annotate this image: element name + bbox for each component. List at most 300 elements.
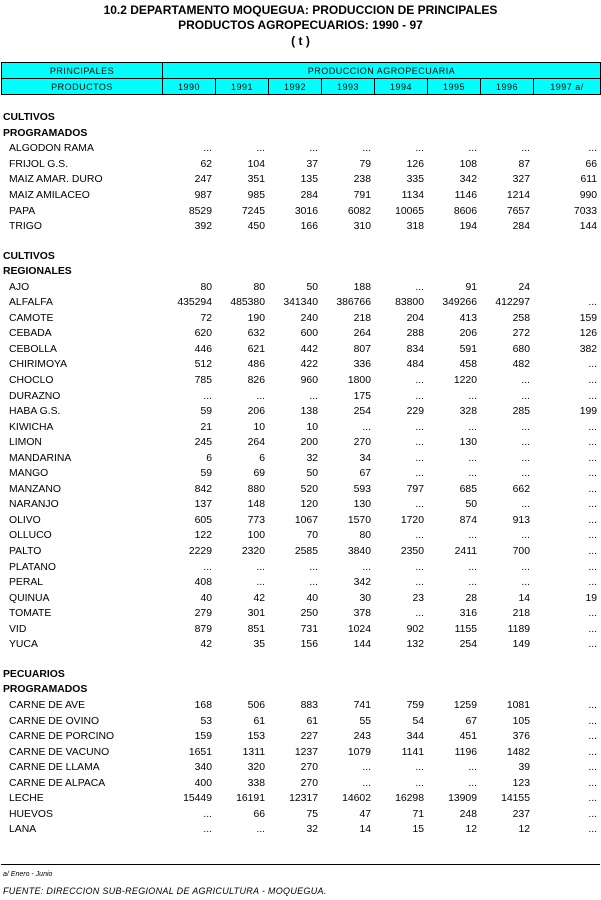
table-cell: 237 <box>512 808 530 820</box>
table-cell: ... <box>415 390 424 402</box>
table-cell: 6 <box>259 452 265 464</box>
table-row <box>1 435 600 451</box>
table-cell: 591 <box>459 343 477 355</box>
product-name: MANDARINA <box>9 452 72 464</box>
table-cell: 807 <box>353 343 371 355</box>
table-cell: ... <box>362 762 371 774</box>
table-cell: 105 <box>512 715 530 727</box>
table-cell: 108 <box>459 158 477 170</box>
footnote: a/ Enero - Junio <box>3 871 53 878</box>
table-cell: ... <box>521 499 530 511</box>
table-cell: 328 <box>459 406 477 418</box>
table-cell: 100 <box>247 530 265 542</box>
table-cell: 1024 <box>347 623 371 635</box>
source-note: FUENTE: DIRECCION SUB-REGIONAL DE AGRICULTURA - MOQUEGUA. <box>3 886 327 896</box>
table-cell: 378 <box>353 608 371 620</box>
table-cell: 284 <box>300 190 318 201</box>
table-cell: 288 <box>406 328 424 340</box>
table-cell: 1482 <box>506 746 530 758</box>
table-cell: 54 <box>412 715 424 727</box>
table-cell: 32 <box>306 452 318 464</box>
table-cell: 238 <box>353 174 371 186</box>
table-cell: 400 <box>194 777 212 789</box>
table-cell: 59 <box>200 468 212 480</box>
table-cell: 206 <box>247 406 265 418</box>
table-cell: 593 <box>353 483 371 495</box>
product-name: HABA G.S. <box>9 406 61 418</box>
table-cell: 15 <box>412 824 424 836</box>
table-cell: 264 <box>247 437 265 449</box>
table-cell: 1146 <box>454 190 477 201</box>
table-cell: 376 <box>512 731 530 743</box>
product-name: PAPA <box>9 205 36 217</box>
table-cell: 80 <box>253 281 265 293</box>
table-cell: ... <box>415 468 424 480</box>
table-cell: ... <box>588 375 598 387</box>
table-cell: 50 <box>465 499 477 511</box>
table-cell: 621 <box>247 343 265 355</box>
table-cell: 12 <box>518 824 530 836</box>
section-title: PROGRAMADOS <box>3 684 88 696</box>
table-cell: ... <box>588 359 598 371</box>
table-cell: ... <box>588 437 598 449</box>
table-cell: 990 <box>579 190 598 201</box>
section-title: REGIONALES <box>3 266 72 278</box>
table-cell: 1570 <box>347 514 371 526</box>
table-cell: 685 <box>459 483 477 495</box>
table-cell: 1237 <box>294 746 318 758</box>
table-cell: 264 <box>353 328 371 340</box>
table-cell: ... <box>256 390 265 402</box>
table-cell: 39 <box>518 762 530 774</box>
product-name: PLATANO <box>9 561 56 573</box>
table-cell: ... <box>415 762 424 774</box>
table-cell: 194 <box>459 221 477 233</box>
table-cell: 83800 <box>395 297 424 309</box>
product-name: FRIJOL G.S. <box>9 158 69 170</box>
product-name: ALFALFA <box>9 297 53 309</box>
table-cell: 75 <box>306 808 318 820</box>
table-cell: ... <box>468 143 477 155</box>
table-row <box>1 807 600 823</box>
table-cell: 851 <box>247 623 265 635</box>
table-cell: 137 <box>194 499 212 511</box>
table-cell <box>533 279 600 295</box>
header-products-label-2: PRODUCTOS <box>2 79 163 95</box>
table-cell: 1196 <box>454 746 477 758</box>
table-cell: ... <box>521 437 530 449</box>
table-cell: ... <box>521 530 530 542</box>
table-cell: 19 <box>585 592 598 604</box>
table-cell: 14155 <box>501 793 530 805</box>
table-cell: 520 <box>300 483 318 495</box>
product-name: MANZANO <box>9 483 61 495</box>
table-cell: 245 <box>194 437 212 449</box>
table-row <box>1 637 600 653</box>
table-cell: 42 <box>200 639 212 651</box>
table-cell: 23 <box>412 592 424 604</box>
table-cell: 342 <box>353 577 371 589</box>
section-title: CULTIVOS <box>3 112 55 124</box>
table-cell: 320 <box>247 762 265 774</box>
gap-cell <box>1 653 600 660</box>
table-cell: ... <box>468 577 477 589</box>
table-cell: 1214 <box>506 190 530 201</box>
table-cell: ... <box>521 390 530 402</box>
table-cell: 486 <box>247 359 265 371</box>
table-cell: 168 <box>194 699 212 711</box>
table-cell: 248 <box>459 808 477 820</box>
table-row <box>1 698 600 714</box>
table-cell: 16298 <box>395 793 424 805</box>
table-cell: ... <box>309 143 318 155</box>
table-cell: 34 <box>359 452 371 464</box>
header-year: 1994 <box>375 79 428 95</box>
product-name: TOMATE <box>9 608 52 620</box>
product-name: CARNE DE OVINO <box>9 715 100 727</box>
table-cell: 21 <box>200 421 212 433</box>
table-cell: 53 <box>200 715 212 727</box>
table-cell: 80 <box>200 281 212 293</box>
table-cell: ... <box>256 561 265 573</box>
table-cell: 1720 <box>400 514 424 526</box>
product-name: PALTO <box>9 546 42 558</box>
gap-cell <box>1 241 600 248</box>
table-cell: 254 <box>459 639 477 651</box>
table-cell: 243 <box>353 731 371 743</box>
page-title: 10.2 DEPARTAMENTO MOQUEGUA: PRODUCCION DE PRINCIPALES <box>103 3 498 17</box>
table-row <box>1 157 600 173</box>
table-cell: ... <box>362 143 371 155</box>
table-cell: 773 <box>247 514 265 526</box>
table-cell: 279 <box>194 608 212 620</box>
table-cell: ... <box>588 762 598 774</box>
section-title: PROGRAMADOS <box>3 127 88 139</box>
bottom-rule <box>1 864 600 865</box>
table-cell: 392 <box>194 221 212 233</box>
table-row <box>1 388 600 404</box>
table-cell: 61 <box>253 715 265 727</box>
table-cell: ... <box>362 421 371 433</box>
table-cell: ... <box>415 577 424 589</box>
table-cell: 206 <box>459 328 477 340</box>
table-cell: 61 <box>306 715 318 727</box>
table-cell: 879 <box>194 623 212 635</box>
table-cell: ... <box>468 762 477 774</box>
product-name: LECHE <box>9 793 44 805</box>
table-cell: 2411 <box>454 546 477 558</box>
table-cell: 1800 <box>347 375 371 387</box>
product-name: MAIZ AMAR. DURO <box>9 174 103 186</box>
table-cell: 611 <box>580 174 598 186</box>
table-cell: 13909 <box>448 793 477 805</box>
table-cell: ... <box>203 561 212 573</box>
table-cell: 874 <box>459 514 477 526</box>
table-cell: ... <box>588 746 598 758</box>
table-cell: ... <box>521 375 530 387</box>
table-cell: 62 <box>200 158 212 170</box>
table-cell: 15449 <box>183 793 212 805</box>
product-name: CARNE DE AVE <box>9 699 86 711</box>
table-cell: 759 <box>406 699 424 711</box>
table-cell: 741 <box>353 699 371 711</box>
section-title-row <box>1 682 600 698</box>
table-cell: 272 <box>512 328 530 340</box>
table-cell: 284 <box>512 221 530 233</box>
table-cell: ... <box>521 452 530 464</box>
section-title: PECUARIOS <box>3 668 65 680</box>
table-cell: ... <box>415 452 424 464</box>
table-cell: ... <box>415 281 424 293</box>
table-row <box>1 528 600 544</box>
unit-label: ( t ) <box>291 34 310 48</box>
table-row <box>1 466 600 482</box>
table-cell: ... <box>588 561 598 573</box>
page-subtitle: PRODUCTOS AGROPECUARIOS: 1990 - 97 <box>178 18 423 32</box>
product-name: CARNE DE PORCINO <box>9 731 115 743</box>
table-cell: 126 <box>579 328 598 340</box>
table-cell: 132 <box>406 639 424 651</box>
table-cell: 446 <box>194 343 212 355</box>
table-cell: 3840 <box>347 546 371 558</box>
table-cell: ... <box>588 731 598 743</box>
header-year: 1991 <box>216 79 269 95</box>
table-cell: 12317 <box>289 793 318 805</box>
table-cell: 7245 <box>241 205 265 217</box>
table-cell: 135 <box>300 174 318 186</box>
table-cell: 1259 <box>453 699 477 711</box>
table-cell: 310 <box>353 221 371 233</box>
product-name: OLIVO <box>9 514 41 526</box>
table-cell: 159 <box>579 312 598 324</box>
table-header <box>1 62 601 95</box>
table-cell: 1134 <box>401 190 424 201</box>
section-gap <box>1 241 600 248</box>
table-cell: 1081 <box>506 699 530 711</box>
table-cell: 632 <box>247 328 265 340</box>
table-cell: 605 <box>194 514 212 526</box>
table-cell: 834 <box>406 343 424 355</box>
table-cell: 200 <box>300 437 318 449</box>
table-cell: ... <box>588 297 598 309</box>
table-cell: 10 <box>253 421 265 433</box>
table-row <box>1 744 600 760</box>
table-cell: ... <box>588 143 598 155</box>
table-cell: 1141 <box>401 746 424 758</box>
table-cell: 126 <box>406 158 424 170</box>
table-cell: 130 <box>353 499 371 511</box>
table-cell: ... <box>468 777 477 789</box>
table-cell: 149 <box>512 639 530 651</box>
table-row <box>1 295 600 311</box>
product-name: CEBOLLA <box>9 343 57 355</box>
section-gap <box>1 234 600 241</box>
table-cell: ... <box>468 390 477 402</box>
product-name: MANGO <box>9 468 49 480</box>
header-year: 1997 a/ <box>534 79 601 95</box>
header-year: 1995 <box>428 79 481 95</box>
table-cell: 913 <box>512 514 530 526</box>
table-cell: 1189 <box>507 623 530 635</box>
product-name: CAMOTE <box>9 312 54 324</box>
table-cell: 227 <box>300 731 318 743</box>
table-cell: ... <box>256 824 265 836</box>
table-cell: 175 <box>353 390 371 402</box>
table-cell: 7657 <box>506 205 530 217</box>
table-cell: 731 <box>300 623 318 635</box>
table-cell: ... <box>588 639 598 651</box>
product-name: CARNE DE VACUNO <box>9 746 110 758</box>
table-cell: 327 <box>512 174 530 186</box>
gap-cell <box>1 234 600 241</box>
product-name: LIMON <box>9 437 42 449</box>
table-row <box>1 188 600 204</box>
header-products-label-1: PRINCIPALES <box>2 63 163 79</box>
table-row <box>1 622 600 638</box>
product-name: YUCA <box>9 639 38 651</box>
table-cell: ... <box>415 421 424 433</box>
table-cell: 71 <box>412 808 424 820</box>
table-row <box>1 219 600 235</box>
table-cell: 8606 <box>453 205 477 217</box>
table-cell: 254 <box>353 406 371 418</box>
product-name: TRIGO <box>9 221 42 233</box>
table-cell: 2350 <box>400 546 424 558</box>
table-cell: 1651 <box>188 746 212 758</box>
table-row <box>1 559 600 575</box>
table-cell: 7033 <box>573 205 598 217</box>
product-name: CHIRIMOYA <box>9 359 68 371</box>
product-name: PERAL <box>9 577 44 589</box>
table-cell: 422 <box>300 359 318 371</box>
table-cell: 285 <box>512 406 530 418</box>
table-cell: 2585 <box>294 546 318 558</box>
table-cell: 386766 <box>336 297 371 309</box>
table-cell: ... <box>362 561 371 573</box>
table-cell: 336 <box>353 359 371 371</box>
table-row <box>1 172 600 188</box>
header-group-label: PRODUCCION AGROPECUARIA <box>163 63 601 79</box>
table-cell: 188 <box>353 281 371 293</box>
table-row <box>1 713 600 729</box>
table-cell: 700 <box>512 546 530 558</box>
table-cell: 413 <box>459 312 477 324</box>
table-cell: ... <box>468 468 477 480</box>
section-gap <box>1 660 600 667</box>
table-cell: ... <box>309 577 318 589</box>
table-row <box>1 482 600 498</box>
table-cell: 144 <box>579 221 598 233</box>
table-cell: ... <box>588 808 598 820</box>
table-cell: 32 <box>306 824 318 836</box>
table-cell: 40 <box>200 592 212 604</box>
table-cell: 902 <box>406 623 424 635</box>
table-row <box>1 203 600 219</box>
product-name: KIWICHA <box>9 421 54 433</box>
product-name: CHOCLO <box>9 375 54 387</box>
table-cell: 482 <box>512 359 530 371</box>
table-cell: ... <box>588 577 598 589</box>
section-title-row <box>1 248 600 264</box>
table-cell: ... <box>256 577 265 589</box>
table-cell: ... <box>588 623 598 635</box>
gap-cell <box>1 660 600 667</box>
table-cell: ... <box>588 483 598 495</box>
table-row <box>1 513 600 529</box>
table-cell: 72 <box>200 312 212 324</box>
table-cell: ... <box>588 793 598 805</box>
table-cell: ... <box>588 715 598 727</box>
product-name: NARANJO <box>9 499 59 511</box>
table-cell: 412297 <box>495 297 530 309</box>
table-cell: 153 <box>247 731 265 743</box>
table-cell: 270 <box>353 437 371 449</box>
table-cell: 791 <box>353 190 371 201</box>
table-cell: 2229 <box>188 546 212 558</box>
table-cell: 351 <box>247 174 265 186</box>
table-cell: ... <box>415 499 424 511</box>
table-cell: 10 <box>306 421 318 433</box>
table-cell: 144 <box>353 639 371 651</box>
table-cell: ... <box>588 546 598 558</box>
table-cell: 458 <box>459 359 477 371</box>
table-cell: 987 <box>194 190 212 201</box>
table-cell: 341340 <box>283 297 318 309</box>
product-name: MAIZ AMILACEO <box>9 190 90 201</box>
table-cell: ... <box>415 143 424 155</box>
table-cell: 506 <box>247 699 265 711</box>
table-cell: 87 <box>518 158 530 170</box>
table-cell: 47 <box>359 808 371 820</box>
header-year: 1993 <box>322 79 375 95</box>
table-cell: 14602 <box>342 793 371 805</box>
table-cell: 204 <box>406 312 424 324</box>
table-cell: 122 <box>194 530 212 542</box>
table-cell: ... <box>415 561 424 573</box>
section-gap <box>1 653 600 660</box>
table-cell: ... <box>256 143 265 155</box>
table-cell: 156 <box>300 639 318 651</box>
table-cell: 1220 <box>453 375 477 387</box>
table-cell: 42 <box>253 592 265 604</box>
product-name: LANA <box>9 824 37 836</box>
product-name: CEBADA <box>9 328 52 340</box>
table-cell: ... <box>203 808 212 820</box>
table-cell: 199 <box>579 406 598 418</box>
table-row <box>1 311 600 327</box>
table-cell: 1067 <box>294 514 318 526</box>
table-cell: 826 <box>247 375 265 387</box>
table-row <box>1 357 600 373</box>
table-cell: ... <box>588 608 598 620</box>
header-year: 1992 <box>269 79 322 95</box>
table-cell: 250 <box>300 608 318 620</box>
table-cell: 50 <box>306 468 318 480</box>
table-cell: 229 <box>406 406 424 418</box>
product-name: CARNE DE ALPACA <box>9 777 106 789</box>
table-cell: ... <box>468 421 477 433</box>
table-cell: ... <box>521 468 530 480</box>
table-cell: 70 <box>306 530 318 542</box>
table-cell: 512 <box>194 359 212 371</box>
table-row <box>1 791 600 807</box>
table-cell: 14 <box>359 824 371 836</box>
table-cell: ... <box>309 390 318 402</box>
table-cell: 14 <box>518 592 530 604</box>
table-cell: 797 <box>406 483 424 495</box>
table-cell: 66 <box>253 808 265 820</box>
table-cell: ... <box>588 530 598 542</box>
